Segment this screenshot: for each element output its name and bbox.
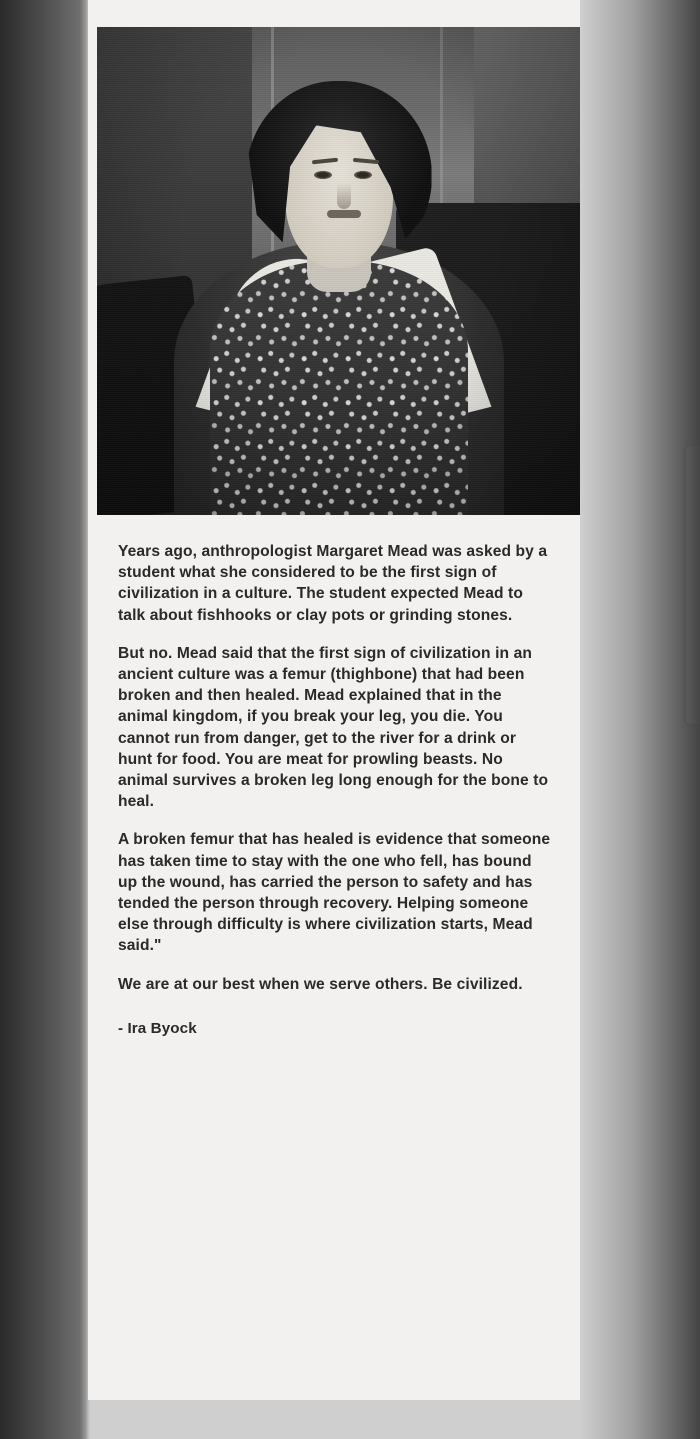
paragraph-4: We are at our best when we serve others. Be civilized.	[118, 975, 523, 993]
photo-film-grain	[97, 27, 580, 515]
edge-overlay-widget[interactable]	[686, 446, 700, 724]
attribution: - Ira Byock	[118, 1019, 197, 1037]
portrait-photo	[97, 27, 580, 515]
paragraph-3: A broken femur that has healed is evidence that someone has taken time to stay with the one who fell, has bound up the wound, has carried the person to safety and has tended the person through recovery. Helping someone else through difficulty is where civilization starts, Mead said."	[118, 831, 551, 955]
quote-text-block	[88, 515, 580, 1040]
document-card	[88, 0, 580, 1400]
paragraph-1: Years ago, anthropologist Margaret Mead was asked by a student what she considered to be the first sign of civilization in a culture. The student expected Mead to talk about fishhooks or clay pots or grinding stones.	[118, 543, 548, 624]
paragraph-2: But no. Mead said that the first sign of civilization in an ancient culture was a femur (thighbone) that had been broken and then healed. Mead explained that in the animal kingdom, if you break your leg, you die. You cannot run from danger, get to the river for a drink or hunt for food. You are meat for prowling beasts. No animal survives a broken leg long enough for the bone to heal.	[118, 644, 549, 811]
